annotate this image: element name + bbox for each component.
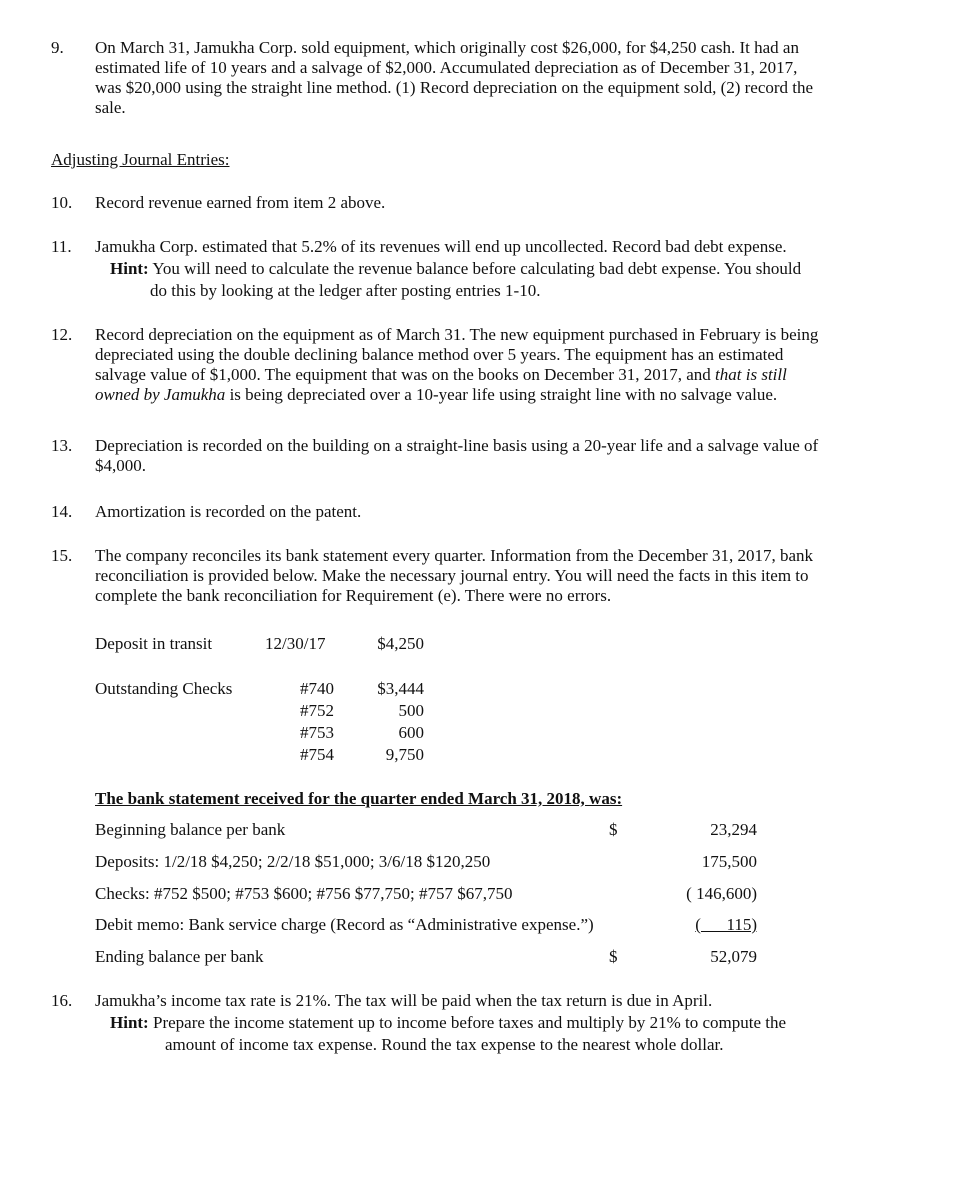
item-12-line-2: depreciated using the double declining balance method over 5 years. The equipment has an estimated xyxy=(95,345,784,364)
statement-row-currency: $ xyxy=(609,820,618,839)
outstanding-check-number: #754 xyxy=(300,745,334,764)
outstanding-check-amount: $3,444 xyxy=(377,679,424,698)
item-11-hint-line-2: do this by looking at the ledger after posting entries 1-10. xyxy=(150,281,541,300)
item-12-line-1: Record depreciation on the equipment as of March 31. The new equipment purchased in February is being xyxy=(95,325,819,344)
outstanding-check-amount: 500 xyxy=(398,701,424,720)
outstanding-check-amount: 600 xyxy=(398,723,424,742)
item-13-text xyxy=(95,436,922,476)
statement-row-label: Debit memo: Bank service charge (Record as “Administrative expense.”) xyxy=(95,915,594,934)
item-11-number: 11. xyxy=(51,237,72,256)
bank-statement-title: The bank statement received for the quarter ended March 31, 2018, was: xyxy=(95,789,623,808)
item-9-line-1: On March 31, Jamukha Corp. sold equipment, which originally cost $26,000, for $4,250 cash. It had an xyxy=(95,38,799,57)
item-15-line-1: The company reconciles its bank statement every quarter. Information from the December 31, 2017, bank xyxy=(95,546,814,565)
item-12-line-3-text: salvage value of $1,000. The equipment that was on the books on December 31, 2017, and xyxy=(95,365,711,384)
item-11-hint-line-1: You will need to calculate the revenue balance before calculating bad debt expense. You should xyxy=(152,259,802,278)
item-15-number: 15. xyxy=(51,546,73,565)
statement-row-amount: 52,079 xyxy=(710,947,757,966)
statement-row-label: Deposits: 1/2/18 $4,250; 2/2/18 $51,000; 3/6/18 $120,250 xyxy=(95,852,491,871)
deposit-in-transit-label: Deposit in transit xyxy=(95,634,213,653)
item-16-hint-label: Hint: xyxy=(110,1013,149,1032)
item-9-text xyxy=(95,38,922,118)
statement-row-label: Beginning balance per bank xyxy=(95,820,286,839)
item-14-text: Amortization is recorded on the patent. xyxy=(95,502,362,521)
item-9-number: 9. xyxy=(51,38,64,57)
outstanding-check-amount: 9,750 xyxy=(385,745,424,764)
statement-row-amount: ( 115) xyxy=(695,915,757,934)
item-10-text: Record revenue earned from item 2 above. xyxy=(95,193,386,212)
statement-row-amount: 175,500 xyxy=(701,852,757,871)
statement-row-amount: 23,294 xyxy=(710,820,757,839)
item-12-line-4 xyxy=(95,385,922,405)
item-10-number: 10. xyxy=(51,193,73,212)
item-16-hint-line-1: Prepare the income statement up to income before taxes and multiply by 21% to compute the xyxy=(152,1013,787,1032)
statement-row-label: Ending balance per bank xyxy=(95,947,264,966)
outstanding-checks-label: Outstanding Checks xyxy=(95,679,233,698)
item-9-line-4: sale. xyxy=(95,98,126,117)
item-11-hint xyxy=(110,259,922,279)
statement-row-currency: $ xyxy=(609,947,618,966)
item-11-line-1: Jamukha Corp. estimated that 5.2% of its revenues will end up uncollected. Record bad debt expense. xyxy=(95,237,787,256)
outstanding-check-number: #752 xyxy=(300,701,334,720)
item-16-number: 16. xyxy=(51,991,73,1010)
item-12-line-4-rest: is being depreciated over a 10-year life using straight line with no salvage value. xyxy=(229,385,778,404)
item-16-hint xyxy=(110,1013,922,1033)
item-12-text xyxy=(95,325,922,405)
item-16-hint-line-2: amount of income tax expense. Round the tax expense to the nearest whole dollar. xyxy=(165,1035,724,1054)
item-15-line-2: reconciliation is provided below. Make the necessary journal entry. You will need the facts in this item to xyxy=(95,566,809,585)
item-13-number: 13. xyxy=(51,436,73,455)
item-15-text xyxy=(95,546,922,606)
item-13-line-1: Depreciation is recorded on the building on a straight-line basis using a 20-year life and a salvage value of xyxy=(95,436,819,455)
item-12-line-4-italic: owned by Jamukha xyxy=(95,385,226,404)
item-11-hint-label: Hint: xyxy=(110,259,149,278)
deposit-in-transit-date: 12/30/17 xyxy=(265,634,326,653)
statement-row-amount: ( 146,600) xyxy=(686,884,757,903)
item-9-line-3: was $20,000 using the straight line method. (1) Record depreciation on the equipment sold, (2) record the xyxy=(95,78,814,97)
item-9-line-2: estimated life of 10 years and a salvage of $2,000. Accumulated depreciation as of December 31, 2017, xyxy=(95,58,798,77)
item-12-line-3 xyxy=(95,365,922,385)
item-12-number: 12. xyxy=(51,325,73,344)
item-14-number: 14. xyxy=(51,502,73,521)
outstanding-check-number: #740 xyxy=(300,679,334,698)
deposit-in-transit-amount: $4,250 xyxy=(377,634,424,653)
item-12-line-3-italic: that is still xyxy=(715,365,787,384)
section-heading: Adjusting Journal Entries: xyxy=(51,150,230,169)
item-13-line-2: $4,000. xyxy=(95,456,146,475)
outstanding-check-number: #753 xyxy=(300,723,334,742)
item-16-line-1: Jamukha’s income tax rate is 21%. The tax will be paid when the tax return is due in April. xyxy=(95,991,713,1010)
item-15-line-3: complete the bank reconciliation for Requirement (e). There were no errors. xyxy=(95,586,612,605)
statement-row-label: Checks: #752 $500; #753 $600; #756 $77,750; #757 $67,750 xyxy=(95,884,513,903)
